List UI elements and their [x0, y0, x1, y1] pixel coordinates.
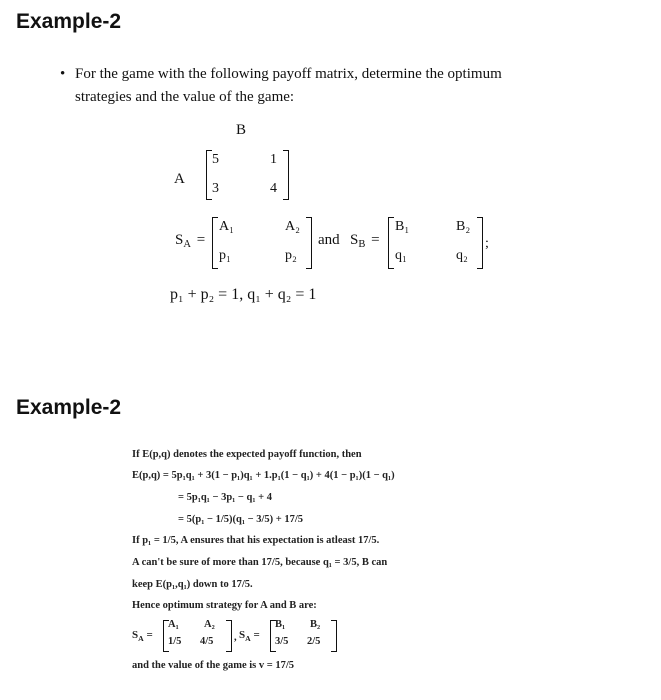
- solution-line: If E(p,q) denotes the expected payoff function, then: [132, 449, 362, 460]
- matrix-cell: 5: [212, 152, 219, 167]
- matrix-cell: 4: [270, 181, 277, 196]
- bullet-text-line1: [60, 66, 502, 83]
- matrix-cell: 3: [212, 181, 219, 196]
- final-sb-cell: B₁: [275, 619, 286, 630]
- sb-label: $S_B$ =: [350, 232, 380, 250]
- sa-cell: p₂: [285, 248, 297, 263]
- matrix-cell: 1: [270, 152, 277, 167]
- game-value-line: and the value of the game is v = 17/5: [132, 660, 295, 671]
- sa-cell: p₁: [219, 248, 231, 263]
- semicolon: ;: [485, 236, 489, 251]
- final-sb-right-bracket: [331, 620, 337, 652]
- solution-line: = 5p₁q₁ − 3p₁ − q₁ + 4: [178, 492, 273, 503]
- final-sa-right-bracket: [226, 620, 232, 652]
- final-sb-label: $S_A$ =: [239, 629, 260, 643]
- sb-cell: B₁: [395, 219, 410, 234]
- section1-title: Example-2: [16, 10, 122, 33]
- final-sa-label: $S_A$ =: [132, 629, 153, 643]
- final-sa-cell: A₂: [204, 619, 215, 630]
- bullet-icon: •: [60, 66, 66, 82]
- sa-left-bracket: [212, 217, 218, 269]
- player-a-label: A: [174, 171, 185, 187]
- final-sa-cell: 4/5: [200, 636, 214, 647]
- and-text: and: [318, 232, 340, 248]
- sa-right-bracket: [306, 217, 312, 269]
- constraint-equation: p₁ + p₂ = 1, q₁ + q₂ = 1: [170, 286, 317, 303]
- problem-text-1: For the game with the following payoff matrix, determine the optimum: [75, 66, 502, 82]
- section2-title: Example-2: [16, 396, 122, 419]
- matrix-right-bracket: [283, 150, 289, 200]
- player-b-label: B: [236, 122, 247, 138]
- problem-text-2: strategies and the value of the game:: [75, 89, 295, 105]
- final-sb-cell: B₂: [310, 619, 321, 630]
- solution-line: A can't be sure of more than 17/5, because q₁ = 3/5, B can: [132, 557, 388, 568]
- sa-cell: A₁: [219, 219, 234, 234]
- solution-line: = 5(p₁ − 1/5)(q₁ − 3/5) + 17/5: [178, 514, 304, 525]
- final-sb-cell: 2/5: [307, 636, 321, 647]
- sb-cell: B₂: [456, 219, 471, 234]
- solution-line: If p₁ = 1/5, A ensures that his expectation is atleast 17/5.: [132, 535, 380, 546]
- final-sa-cell: A₁: [168, 619, 179, 630]
- comma: ,: [234, 632, 237, 643]
- solution-line: Hence optimum strategy for A and B are:: [132, 600, 317, 611]
- sa-label: $S_A$ =: [175, 232, 206, 250]
- final-sb-cell: 3/5: [275, 636, 289, 647]
- solution-line: E(p,q) = 5p₁q₁ + 3(1 − p₁)q₁ + 1.p₁(1 − q₁) + 4(1 − p₁)(1 − q₁): [132, 470, 395, 481]
- solution-line: keep E(p₁,q₁) down to 17/5.: [132, 579, 253, 590]
- sb-cell: q₁: [395, 248, 407, 263]
- sb-left-bracket: [388, 217, 394, 269]
- sa-cell: A₂: [285, 219, 300, 234]
- sb-right-bracket: [477, 217, 483, 269]
- final-sa-cell: 1/5: [168, 636, 182, 647]
- sb-cell: q₂: [456, 248, 468, 263]
